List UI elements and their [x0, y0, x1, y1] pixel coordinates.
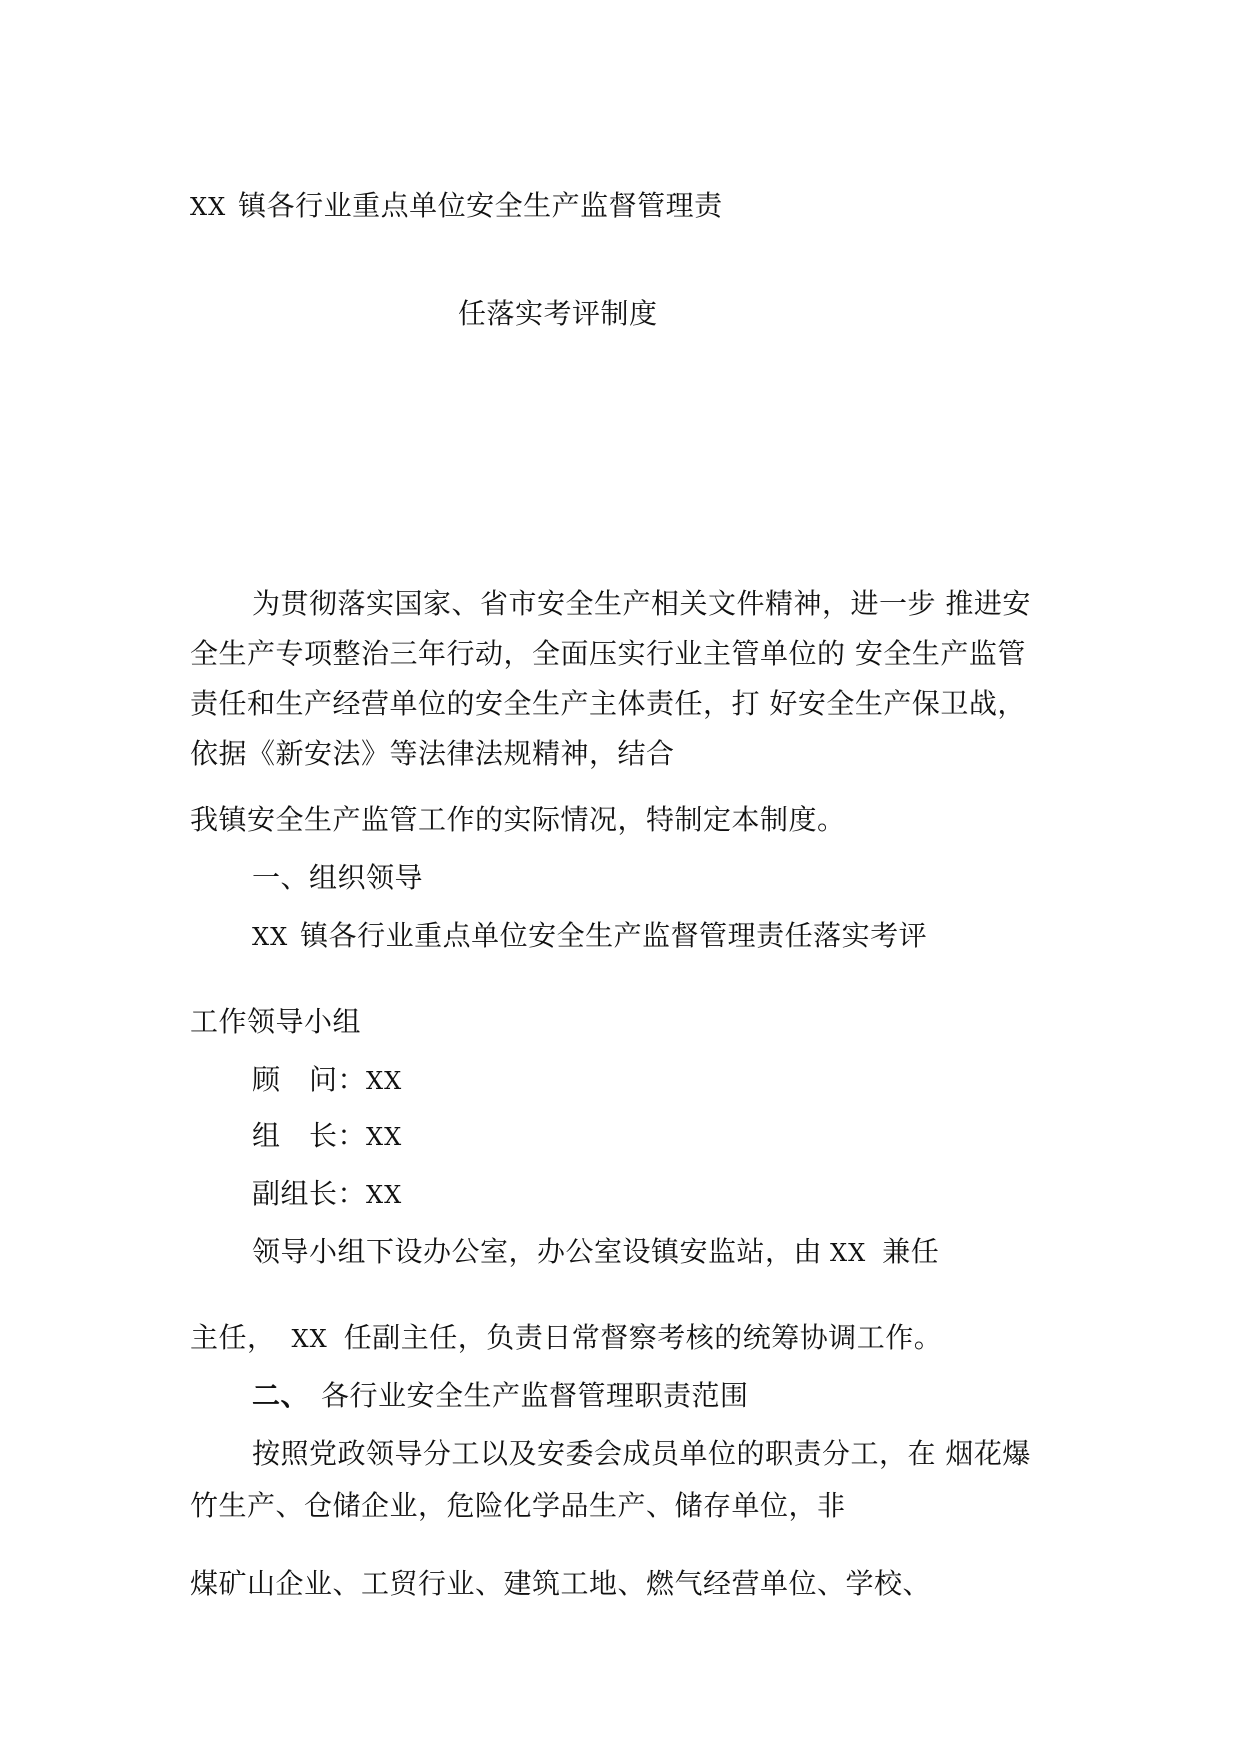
intro-line-3 — [190, 686, 1026, 722]
leadership-group-cont: 工作领导小组 — [190, 1005, 362, 1038]
section-2-text-3: 煤矿山企业、工贸行业、建筑工地、燃气经营单位、学校、 — [190, 1567, 932, 1600]
section-2-heading — [252, 1378, 749, 1414]
intro-text-3: 责任和生产经营单位的安全生产主体责任，打 好安全生产保卫战， — [190, 687, 1026, 720]
intro-text-4: 依据《新安法》等法律法规精神，结合 — [190, 737, 675, 770]
intro-line-4 — [190, 736, 675, 772]
placeholder-name: XX — [190, 193, 227, 221]
section-2-line-3 — [190, 1566, 931, 1602]
adviser-label: 顾 问： — [252, 1063, 367, 1096]
deputy-value: XX — [366, 1181, 403, 1209]
deputy-label: 副组长： — [252, 1177, 367, 1210]
section-1-heading — [252, 860, 423, 896]
office-line-1 — [252, 1234, 939, 1271]
leader-value: XX — [366, 1123, 403, 1151]
section-2-line-1 — [252, 1436, 1031, 1472]
office-person: XX — [830, 1239, 867, 1267]
office2-text-b: 任副主任，负责日常督察考核的统筹协调工作。 — [343, 1321, 943, 1354]
title-text: 镇各行业重点单位安全生产监督管理责 — [238, 189, 723, 222]
section-2-line-2 — [190, 1488, 846, 1524]
office-text-a: 领导小组下设办公室，办公室设镇安监站，由 — [252, 1235, 823, 1268]
leader-label: 组 长： — [252, 1119, 367, 1152]
leadership-group-line-1 — [252, 918, 927, 955]
placeholder-name: XX — [252, 923, 289, 951]
section-2-text-1: 按照党政领导分工以及安委会成员单位的职责分工，在 烟花爆 — [252, 1437, 1031, 1470]
document-title-line-2 — [458, 296, 658, 332]
adviser-value: XX — [366, 1067, 403, 1095]
intro-line-5 — [190, 802, 846, 838]
office-text-b: 兼任 — [882, 1235, 940, 1268]
intro-text-1: 为贯彻落实国家、省市安全生产相关文件精神，进一步 推进安 — [252, 587, 1031, 620]
section-1-heading-text: 一、组织领导 — [252, 861, 424, 894]
title-text-2: 任落实考评制度 — [458, 297, 658, 330]
intro-line-2 — [190, 636, 1026, 672]
adviser-line — [252, 1062, 402, 1099]
office2-text-a: 主任， — [190, 1321, 276, 1354]
section-2-heading-text: 各行业安全生产监督管理职责范围 — [321, 1379, 749, 1412]
section-2-number: 二、 — [252, 1379, 310, 1412]
deputy-leader-line — [252, 1176, 402, 1213]
office2-person: XX — [291, 1325, 328, 1353]
leadership-group-line-2 — [190, 1004, 361, 1040]
section-2-text-2: 竹生产、仓储企业，危险化学品生产、储存单位，非 — [190, 1489, 846, 1522]
intro-line-1 — [252, 586, 1031, 622]
intro-text-5: 我镇安全生产监管工作的实际情况，特制定本制度。 — [190, 803, 846, 836]
leader-line — [252, 1118, 402, 1155]
leadership-group-text: 镇各行业重点单位安全生产监督管理责任落实考评 — [300, 919, 928, 952]
document-title-line-1 — [190, 188, 723, 225]
intro-text-2: 全生产专项整治三年行动，全面压实行业主管单位的 安全生产监管 — [190, 637, 1026, 670]
office-line-2 — [190, 1320, 942, 1357]
